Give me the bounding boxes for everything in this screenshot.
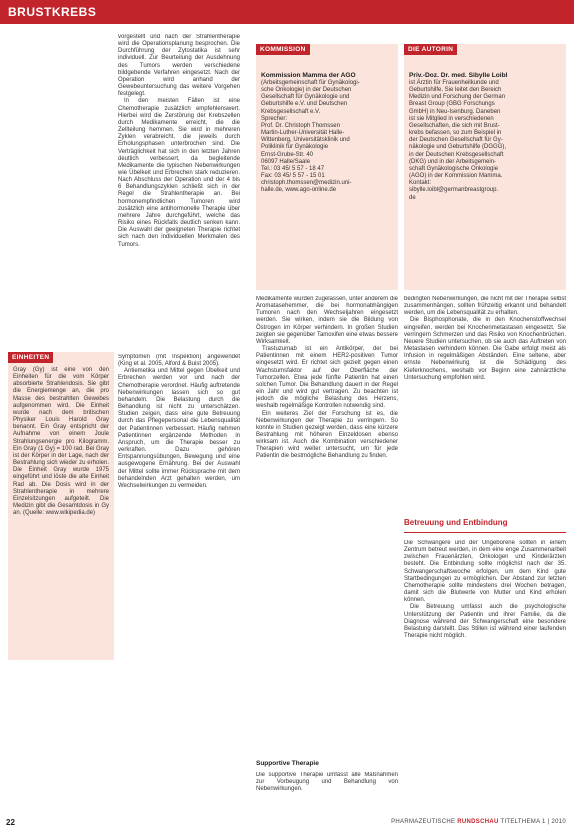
autorin-line: (DKG) und in der Arbeitsgemein-	[409, 158, 497, 165]
paragraph: Antiemetika und Mittel gegen Übelkeit und Erbrechen werden vor und nach der Chemotherapie verordnet. Häufig auftretende Nebenwirkungen lassen sich so gut behandeln. Die Belastung durch die Behandlung ist nicht zu unterschätzen. Studien zeigen, dass eine gute Betreuung durch das Pflegepersonal die Lebensqualität der Patientinnen verbessert. Häufig nehmen Patientinnen ergänzende Methoden in Anspruch, um die Therapie besser zu verkraften. Dazu gehören Entspannungsübungen, Bewegung und eine ausgewogene Ernährung. Bei der Auswahl der Mittel sollte immer Rücksprache mit dem behandelnden Arzt gehalten werden, um Wechselwirkungen zu vermeiden.	[118, 368, 240, 489]
autorin-title: Priv.-Doz. Dr. med. Sibylle Loibl	[409, 72, 508, 79]
kommission-web[interactable]: halle.de, www.ago-online.de	[261, 187, 337, 194]
paragraph: Symptomen (mit Inspektion) angewendet (King et al. 2005, Alford & Buist 2005).	[118, 354, 240, 368]
autorin-line: Kontakt:	[409, 180, 432, 187]
kommission-line: Ernst-Grube-Str. 40	[261, 151, 314, 158]
paragraph: Die Betreuung umfasst auch die psychologische Unterstützung der Patientin und ihrer Familie, da die Diagnose während der Schwangerschaft eine besondere Belastung darstellt. Das Stillen ist während einer laufenden Therapie nicht möglich.	[404, 604, 566, 640]
einheiten-box	[8, 352, 114, 660]
kommission-line: 06097 Halle/Saale	[261, 158, 311, 165]
kommission-line: Fax: 03 45/ 5 57 - 15 01	[261, 173, 325, 180]
betreuung-text	[404, 540, 566, 802]
kommission-email[interactable]: christoph.thomssen@medizin.uni-	[261, 180, 352, 187]
magazine-name-pre: PHARMAZEUTISCHE	[391, 819, 456, 825]
column-3-text	[256, 296, 398, 740]
kommission-line: sche Onkologie) in der Deutschen	[261, 87, 352, 94]
autorin-line: ist sie Mitglied in verschiedenen	[409, 115, 494, 122]
autorin-label: DIE AUTORIN	[404, 44, 457, 55]
kommission-title: Kommission Mamma der AGO	[261, 72, 356, 79]
paragraph: Die Bisphosphonate, die in den Knochenstoffwechsel eingreifen, werden bei Knochenmetastasen eingesetzt. Sie verringern Schmerzen und das Risiko von Knochenbrüchen. Neuere Studien untersuchen, ob sie auch das Auftreten von Metastasen verhindern können. Die Gabe erfolgt meist als Infusion in regelmäßigen Abständen. Eine seltene, aber ernste Nebenwirkung ist die Schädigung des Kieferknochens, weshalb vor Beginn eine zahnärztliche Untersuchung empfohlen wird.	[404, 317, 566, 381]
magazine-name-accent: RUNDSCHAU	[457, 819, 499, 825]
kommission-content	[261, 72, 393, 195]
paragraph: bedingten Nebenwirkungen, die nicht mit der Therapie selbst zusammenhängen, sollten frühzeitig erkannt und behandelt werden, um die Lebensqualität zu erhalten.	[404, 296, 566, 317]
kommission-label: KOMMISSION	[256, 44, 310, 55]
autorin-email[interactable]: sibylle.loibl@germanbreastgroup.	[409, 187, 499, 194]
autorin-line: ist Ärztin für Frauenheilkunde und	[409, 80, 499, 86]
autorin-box	[404, 44, 566, 290]
kommission-line: Sprecher:	[261, 115, 288, 122]
einheiten-label: EINHEITEN	[8, 352, 53, 363]
column-2-lower-text	[118, 354, 240, 802]
kommission-line: Tel.: 03 45/ 5 57 - 18 47	[261, 165, 325, 172]
issue-info: TITELTHEMA 1 | 2010	[500, 819, 566, 825]
autorin-line: Geburtshilfe. Sie leitet den Bereich	[409, 87, 502, 94]
paragraph: Die supportive Therapie umfasst alle Maßnahmen zur Vorbeugung und Behandlung von Nebenwirkungen.	[256, 772, 398, 793]
paragraph: Medikamente wurden zugelassen, unter anderem die Aromatasehemmer, die bei hormonabhängigen Tumoren nach den Wechseljahren eingesetzt werden. Sie wirken, indem sie die Bildung von Östrogen im Körper verhindern. In großen Studien zeigten sie gegenüber Tamoxifen eine etwas bessere Wirksamkeit.	[256, 296, 398, 345]
paragraph: In den meisten Fällen ist eine Chemotherapie zusätzlich empfehlenswert. Hierbei wird die Zerstörung der Krebszellen durch Medikamente erreicht, die die Zellteilung hemmen. Sie wird in mehreren Zyklen verabreicht, die jeweils durch Erholungsphasen unterbrochen sind. Die Verträglichkeit hat sich in den letzten Jahren deutlich verbessert, da begleitende Medikamente die typischen Nebenwirkungen wie Übelkeit und Erbrechen stark reduzieren. Nach Abschluss der Operation und der 4 bis 6 Behandlungszyklen schließt sich in der Regel die Strahlentherapie an. Bei hormonempfindlichen Tumoren wird zusätzlich eine antihormonelle Therapie über mehrere Jahre durchgeführt, welche das Risiko eines Rückfalls deutlich senken kann. Die Auswahl der geeigneten Therapie richtet sich nach den individuellen Merkmalen des Tumors.	[118, 98, 240, 248]
autorin-line: Gesellschaften, die sich mit Brust-	[409, 122, 500, 129]
page-number: 22	[6, 818, 15, 827]
paragraph: Die Schwangere und der Ungeborene sollten in einem Zentrum betreut werden, in dem eine enge Zusammenarbeit zwischen Frauenärzten, Onkologen und Kinderärzten besteht. Die Entbindung sollte möglichst nach der 35. Schwangerschaftswoche erfolgen, um dem Kind gute Startbedingungen zu ermöglichen. Der Abstand zur letzten Chemotherapie sollte mindestens drei Wochen betragen, damit sich die Blutwerte von Mutter und Kind erholen können.	[404, 540, 566, 604]
magazine-footer	[391, 819, 566, 825]
autorin-line: krebs befassen, so zum Beispiel in	[409, 130, 502, 137]
column-3-after-subhead	[256, 772, 398, 802]
kommission-box	[256, 44, 398, 290]
autorin-line: schaft Gynäkologische Onkologie	[409, 165, 499, 172]
kommission-line: Prof. Dr. Christoph Thomssen	[261, 122, 340, 129]
kommission-line: Krebsgesellschaft e.V.	[261, 108, 321, 115]
heading-rule	[404, 532, 566, 533]
kommission-line: Poliklinik für Gynäkologie	[261, 144, 329, 151]
betreuung-heading: Betreuung und Entbindung	[404, 518, 508, 527]
kommission-line: Martin-Luther-Universität Halle-	[261, 130, 345, 137]
paragraph: Ein weiteres Ziel der Forschung ist es, die Nebenwirkungen der Therapie zu verringern. So konnte in Studien gezeigt werden, dass eine kürzere Bestrahlung mit höheren Einzeldosen ebenso wirksam ist. Auch die Kombination verschiedener Therapien wird weiter untersucht, um für jede Patientin die bestmögliche Behandlung zu finden.	[256, 410, 398, 460]
autorin-line: Medizin und Forschung der German	[409, 94, 506, 101]
column-1-text	[118, 34, 240, 352]
autorin-line: in der Deutschen Krebsgesellschaft	[409, 151, 504, 158]
autorin-email[interactable]: de	[409, 194, 416, 201]
autorin-content	[409, 72, 561, 202]
section-title: BRUSTKREBS	[8, 5, 97, 19]
kommission-line: (Arbeitsgemeinschaft für Gynäkologi-	[261, 80, 360, 86]
einheiten-text	[13, 367, 109, 517]
paragraph: Trastuzumab ist ein Antikörper, der bei Patientinnen mit einem HER2-positiven Tumor eingesetzt wird. Er richtet sich gezielt gegen einen Wachstumsfaktor auf der Oberfläche der Tumorzellen. Etwa jede fünfte Patientin hat einen solchen Tumor. Die Behandlung dauert in der Regel ein Jahr und wird gut vertragen. Zu beachten ist jedoch die mögliche Belastung des Herzens, weshalb regelmäßige Kontrollen notwendig sind.	[256, 346, 398, 410]
header-bar	[0, 0, 574, 24]
kommission-line: Wittenberg, Universitätsklinik und	[261, 137, 350, 144]
paragraph: vorgestellt und nach der Strahlentherapie wird die Operationsplanung besprochen. Die Durchführung der Zytostatika ist sehr individuell. Zur Beurteilung der Ausdehnung des Tumors werden verschiedene bildgebende Verfahren eingesetzt. Nach der Operation wird anhand der Gewebeuntersuchung das weitere Vorgehen festgelegt.	[118, 34, 240, 98]
kommission-line: Geburtshilfe e.V. und Deutschen	[261, 101, 348, 108]
autorin-line: Breast Group (GBG Forschungs	[409, 101, 495, 108]
kommission-line: Gesellschaft für Gynäkologie und	[261, 94, 350, 101]
autorin-line: GmbH) in Neu-Isenburg. Daneben	[409, 108, 501, 115]
supportive-therapie-heading: Supportive Therapie	[256, 760, 319, 767]
autorin-line: der Deutschen Gesellschaft für Gy-	[409, 137, 503, 144]
einheiten-body: Gray (Gy) ist eine von den Einheiten für die vom Körper absorbierte Strahlendosis. Sie gibt die Energiemenge an, die pro Masse des bestrahlten Gewebes aufgenommen wird. Die Einheit wurde nach dem britischen Physiker Louis Harold Gray benannt. Ein Gray entspricht der Aufnahme von einem Joule Strahlungsenergie pro Kilogramm. Ein Gray (1 Gy) = 100 rad. Bei Gray ist der Körper in der Lage, nach der Bestrahlung sich wieder zu erholen. Die Einheit Gray wurde 1975 eingeführt und löste die alte Einheit Rad ab. Die Dosis wird in der Strahlentherapie in mehrere Einzelsitzungen aufgeteilt. Die Medizin gibt die Gesamtdosis in Gy an. (Quelle: www.wikipedia.de)	[13, 367, 109, 517]
column-4-text	[404, 296, 566, 466]
autorin-line: (AGO) in der Kommission Mamma.	[409, 173, 503, 180]
autorin-line: näkologie und Geburtshilfe (DGGG),	[409, 144, 507, 151]
